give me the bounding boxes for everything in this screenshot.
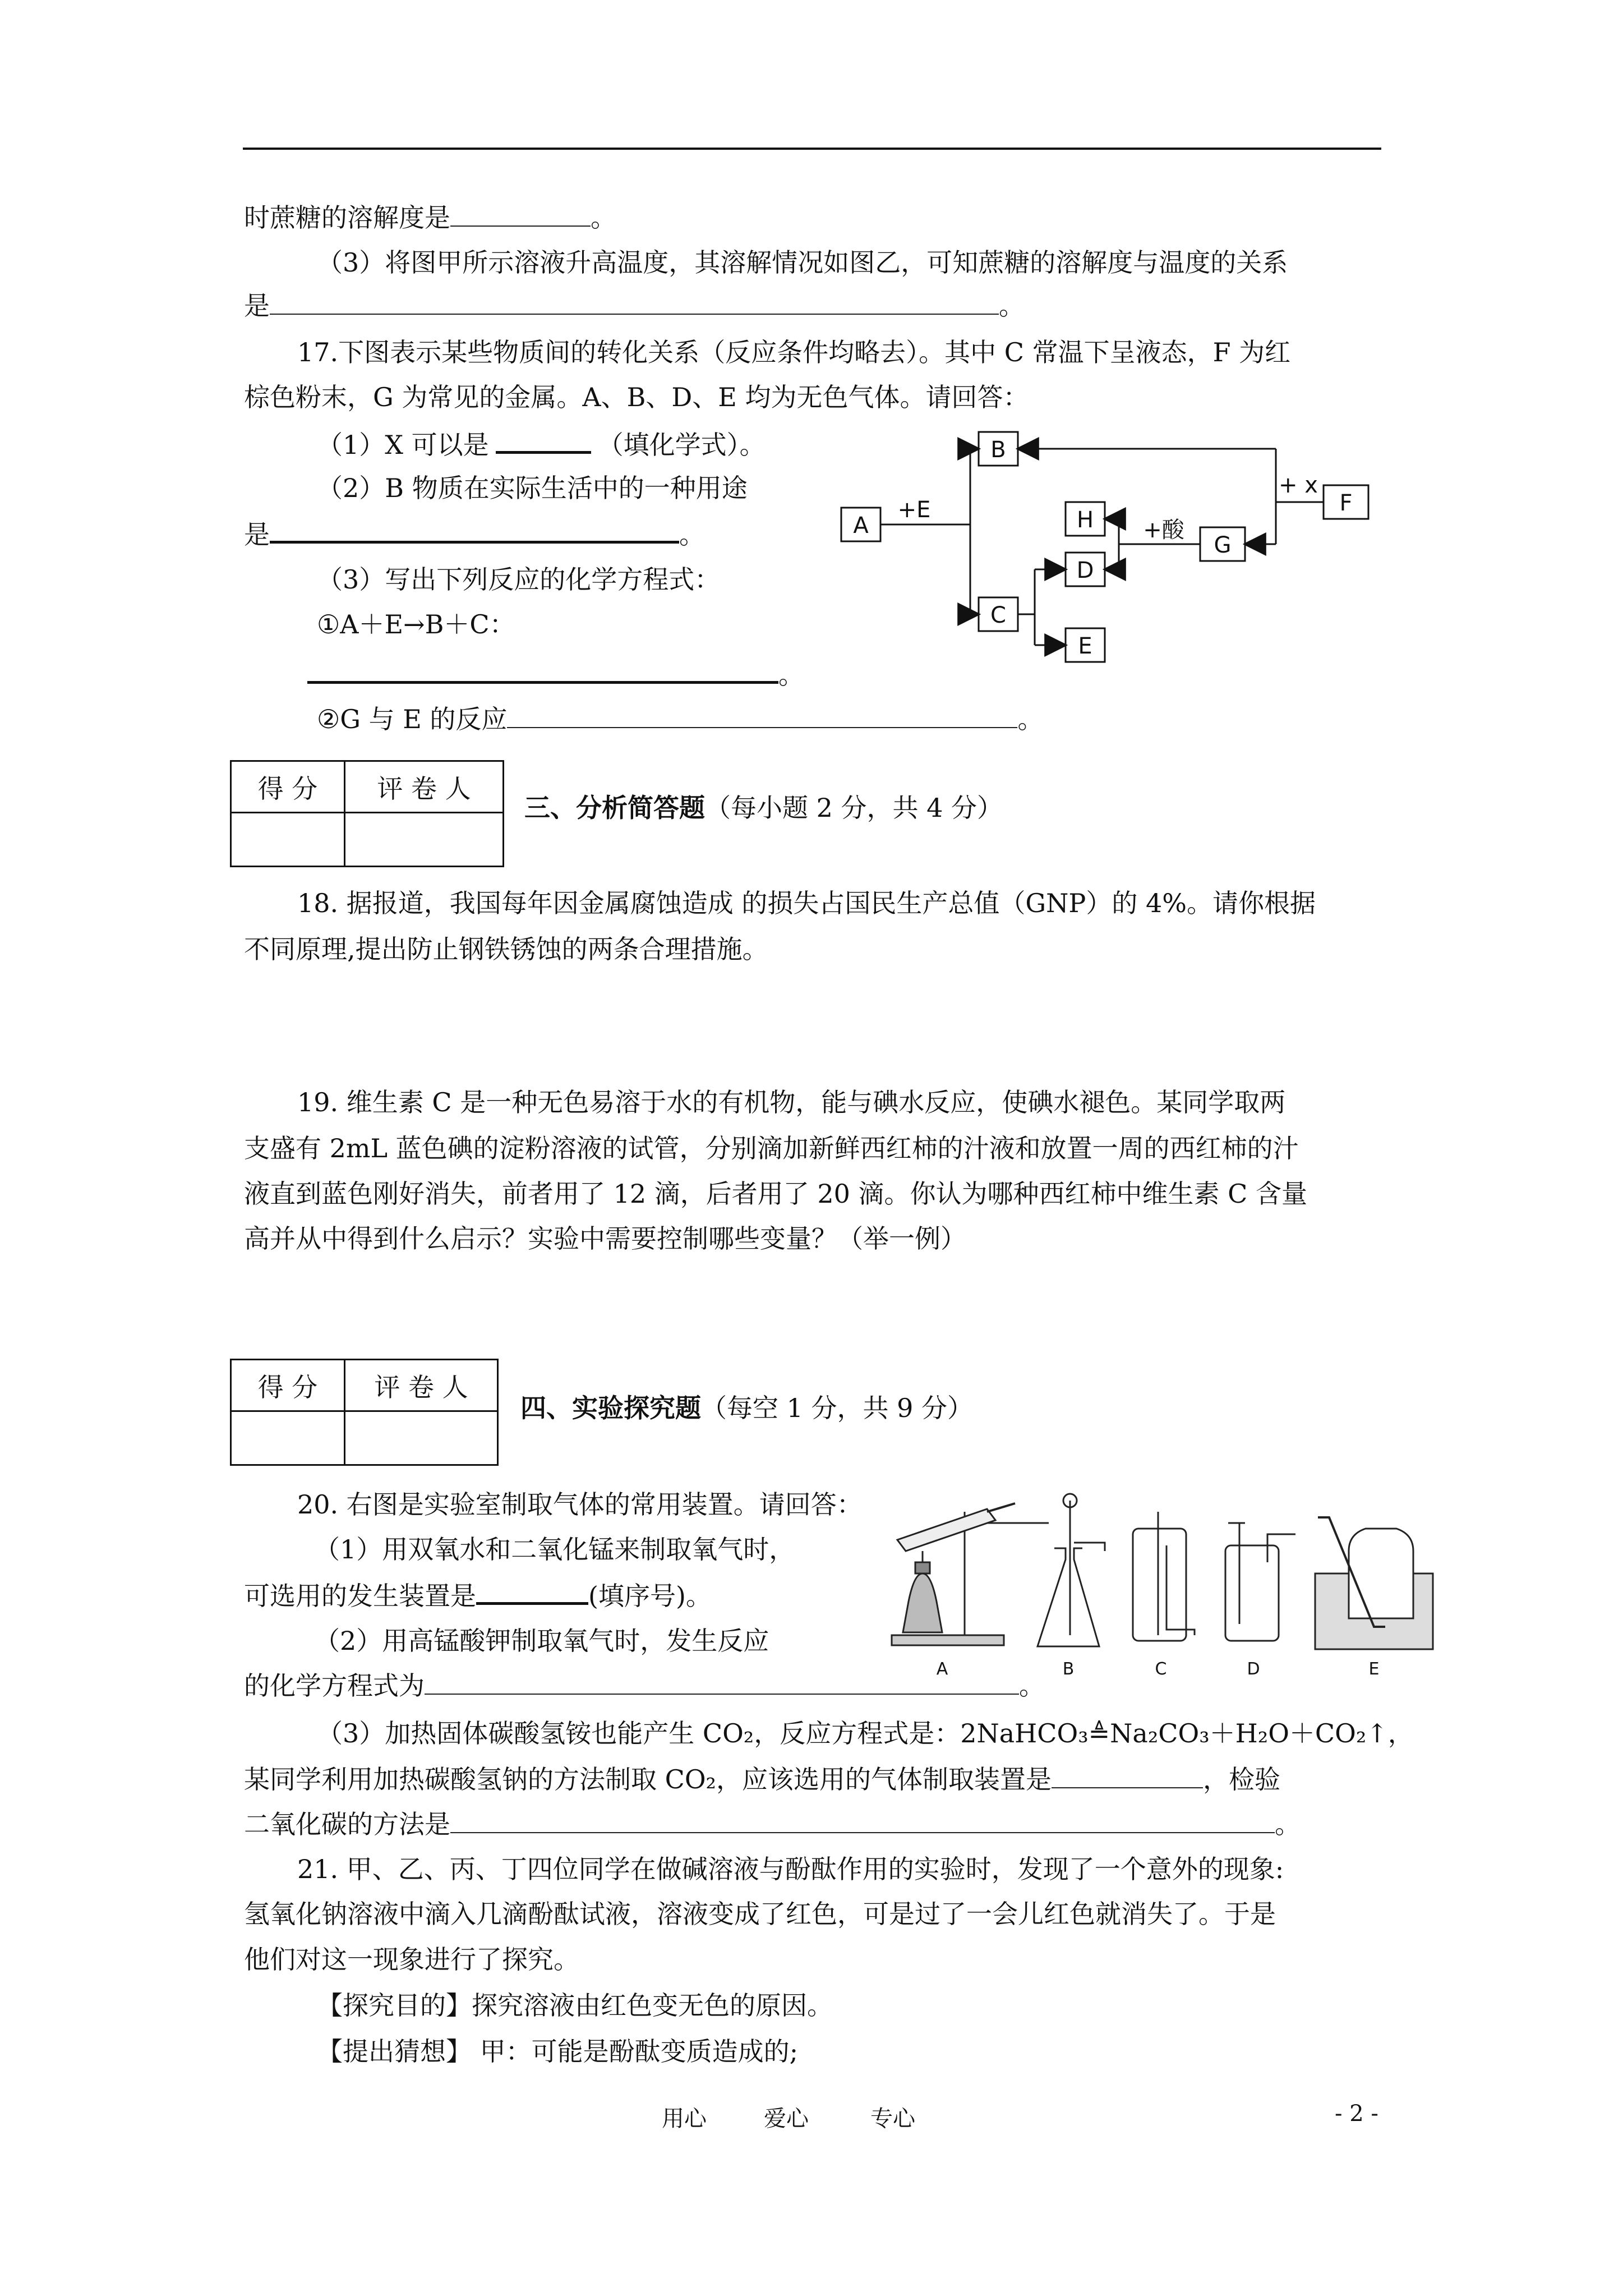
q21-line-1: 21. 甲、乙、丙、丁四位同学在做碱溶液与酚酞作用的实验时，发现了一个意外的现象: bbox=[297, 1854, 1284, 1884]
q19-line-1: 19. 维生素 C 是一种无色易溶于水的有机物，能与碘水反应，使碘水褪色。某同学取两 bbox=[297, 1087, 1286, 1117]
label-G: G bbox=[1214, 532, 1232, 558]
section-3-heading: 三、分析简答题（每小题 2 分，共 4 分） bbox=[524, 793, 1003, 823]
q21-hypothesis: 【提出猜想】 甲：可能是酚酞变质造成的; bbox=[317, 2036, 799, 2067]
q17-3-2-line: ②G 与 E 的反应 。 bbox=[317, 702, 1043, 736]
lab-apparatus-figure bbox=[880, 1489, 1441, 1686]
label-B: B bbox=[990, 437, 1006, 463]
q21-purpose: 【探究目的】探究溶液由红色变无色的原因。 bbox=[317, 1990, 833, 2021]
footer-left: 用心 bbox=[662, 2106, 707, 2132]
label-apparatus-c: C bbox=[1155, 1659, 1167, 1679]
answer-blank[interactable] bbox=[476, 1577, 588, 1605]
apparatus-B bbox=[1038, 1494, 1105, 1646]
section-4-heading: 四、实验探究题（每空 1 分，共 9 分） bbox=[520, 1393, 974, 1423]
q20-3-answer-line-1: 某同学利用加热碳酸氢钠的方法制取 CO₂，应该选用的气体制取装置是 ，检验 bbox=[244, 1763, 1280, 1796]
label-D: D bbox=[1076, 558, 1094, 583]
q17-2-line: （2）B 物质在实际生活中的一种用途 bbox=[317, 473, 748, 503]
header-rule bbox=[243, 148, 1381, 150]
q19-line-2: 支盛有 2mL 蓝色碘的淀粉溶液的试管，分别滴加新鲜西红柿的汁液和放置一周的西红柿的汁 bbox=[244, 1133, 1299, 1163]
apparatus-C bbox=[1133, 1512, 1195, 1641]
q17-2-answer-line: 是 。 bbox=[244, 516, 705, 551]
answer-blank[interactable] bbox=[496, 426, 591, 454]
answer-blank[interactable] bbox=[1052, 1763, 1203, 1788]
label-A: A bbox=[853, 513, 869, 539]
q16-3-line: （3）将图甲所示溶液升高温度，其溶解情况如图乙，可知蔗糖的溶解度与温度的关系 bbox=[317, 247, 1288, 278]
page-number: - 2 - bbox=[1335, 2101, 1378, 2127]
q19-line-3: 液直到蓝色刚好消失，前者用了 12 滴，后者用了 20 滴。你认为哪种西红柿中维生素 C 含量 bbox=[244, 1179, 1307, 1209]
footer-mid: 爱心 bbox=[764, 2106, 809, 2132]
q16-line: 时蔗糖的溶解度是 。 bbox=[244, 201, 616, 234]
label-F: F bbox=[1339, 490, 1353, 516]
label-plus-acid: +酸 bbox=[1143, 517, 1184, 543]
footer-right: 专心 bbox=[870, 2106, 915, 2132]
answer-blank[interactable] bbox=[450, 201, 591, 227]
apparatus-A bbox=[892, 1503, 1049, 1645]
q16-3-answer-line: 是 。 bbox=[244, 289, 1025, 323]
score-cell[interactable] bbox=[231, 1411, 345, 1465]
q17-1-line: （1）X 可以是 （填化学式）。 bbox=[317, 426, 766, 462]
q17-3-line: （3）写出下列反应的化学方程式： bbox=[317, 564, 721, 595]
score-cell[interactable] bbox=[231, 813, 345, 867]
score-label: 得 分 bbox=[231, 1360, 345, 1411]
q20-2-answer-line: 的化学方程式为 。 bbox=[244, 1669, 1045, 1703]
answer-blank[interactable] bbox=[450, 1807, 1275, 1833]
q20-3-answer-line-2: 二氧化碳的方法是 。 bbox=[244, 1807, 1301, 1841]
q17-3-1-answer: 。 bbox=[307, 656, 804, 692]
answer-blank[interactable] bbox=[307, 656, 778, 684]
score-box-section-3 bbox=[230, 760, 504, 867]
q20-stem: 20. 右图是实验室制取气体的常用装置。请回答： bbox=[297, 1489, 863, 1520]
q17-3-1-line: ①A＋E→B＋C： bbox=[317, 609, 515, 639]
conversion-diagram bbox=[830, 426, 1391, 684]
label-C: C bbox=[990, 602, 1006, 628]
label-H: H bbox=[1076, 507, 1094, 533]
label-plus-e: +E bbox=[897, 497, 931, 523]
apparatus-E bbox=[1315, 1517, 1433, 1649]
q17-stem-2: 棕色粉末，G 为常见的金属。A、B、D、E 均为无色气体。请回答： bbox=[244, 382, 1029, 412]
score-label: 得 分 bbox=[231, 761, 345, 813]
label-plus-x: + x bbox=[1279, 472, 1318, 498]
q20-2-line: （2）用高锰酸钾制取氧气时，发生反应 bbox=[314, 1626, 769, 1656]
q21-line-2: 氢氧化钠溶液中滴入几滴酚酞试液，溶液变成了红色，可是过了一会儿红色就消失了。于是 bbox=[244, 1899, 1276, 1929]
q19-line-4: 高并从中得到什么启示？实验中需要控制哪些变量？（举一例） bbox=[244, 1223, 966, 1254]
answer-blank[interactable] bbox=[270, 516, 679, 544]
label-apparatus-d: D bbox=[1247, 1659, 1260, 1679]
q18-line-2: 不同原理,提出防止钢铁锈蚀的两条合理措施。 bbox=[244, 934, 768, 964]
apparatus-D bbox=[1225, 1523, 1295, 1641]
grader-label: 评 卷 人 bbox=[345, 761, 504, 813]
q18-line-1: 18. 据报道，我国每年因金属腐蚀造成 的损失占国民生产总值（GNP）的 4%。请你根据 bbox=[297, 888, 1316, 918]
label-apparatus-e: E bbox=[1368, 1659, 1380, 1679]
score-box-section-4 bbox=[230, 1359, 499, 1466]
q17-stem-1: 17.下图表示某些物质间的转化关系（反应条件均略去）。其中 C 常温下呈液态，F 为红 bbox=[297, 337, 1291, 367]
label-E: E bbox=[1078, 633, 1092, 659]
label-apparatus-a: A bbox=[936, 1659, 948, 1679]
q20-1-line: （1）用双氧水和二氧化锰来制取氧气时， bbox=[314, 1534, 795, 1565]
grader-cell[interactable] bbox=[345, 813, 504, 867]
q21-line-3: 他们对这一现象进行了探究。 bbox=[244, 1944, 579, 1975]
q20-1-answer-line: 可选用的发生装置是 (填序号)。 bbox=[244, 1577, 712, 1613]
q16-text: 时蔗糖的溶解度是 bbox=[244, 203, 450, 233]
q20-3-line: （3）加热固体碳酸氢铵也能产生 CO₂，反应方程式是：2NaHCO₃≜Na₂CO₃＋H₂O＋CO₂↑， bbox=[317, 1718, 1414, 1749]
answer-blank[interactable] bbox=[507, 702, 1017, 728]
answer-blank[interactable] bbox=[270, 289, 999, 315]
grader-cell[interactable] bbox=[345, 1411, 498, 1465]
label-apparatus-b: B bbox=[1062, 1659, 1075, 1679]
grader-label: 评 卷 人 bbox=[345, 1360, 498, 1411]
